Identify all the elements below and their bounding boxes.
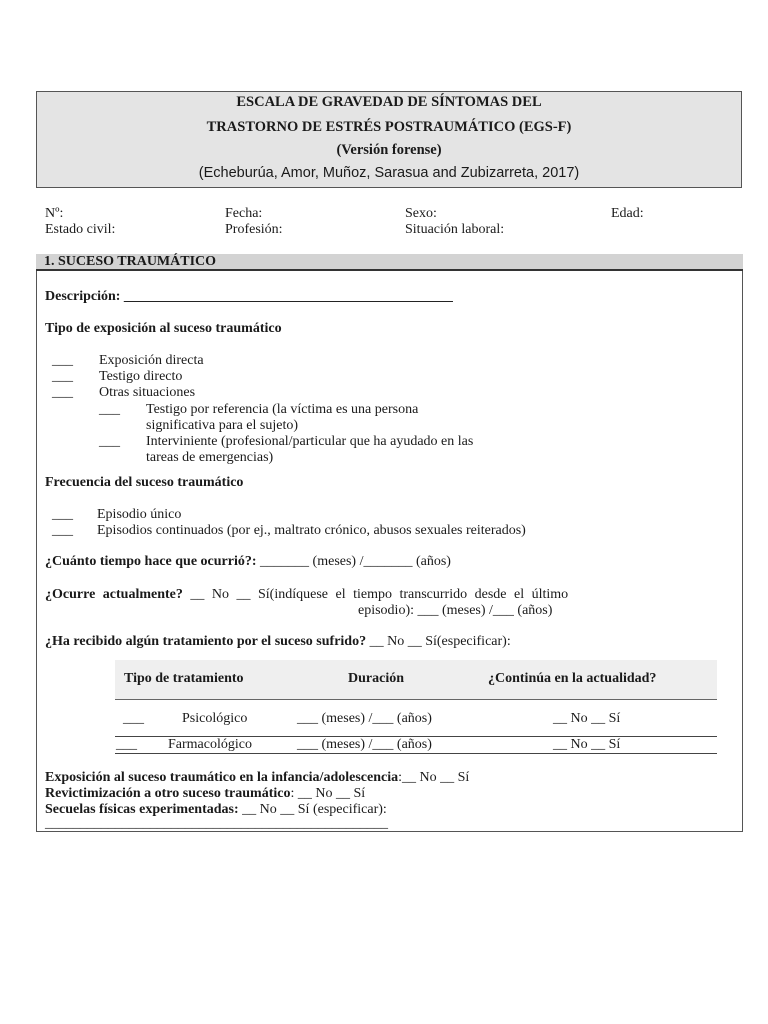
option-testigo-directo: Testigo directo [99, 369, 183, 384]
row-psicologico-duracion: ___ (meses) /___ (años) [297, 711, 432, 726]
ocurre-question: ¿Ocurre actualmente? [45, 587, 183, 602]
blank: ___ [52, 385, 73, 400]
infancia-row [45, 770, 469, 786]
row-psicologico-tipo: Psicológico [182, 711, 248, 726]
revictimizacion-row [45, 786, 365, 802]
row-psicologico-blank: ___ [123, 711, 144, 726]
option-episodio-unico: Episodio único [97, 507, 182, 522]
ocurre-answer-2: episodio): ___ (meses) /___ (años) [358, 603, 553, 618]
field-numero: Nº: [45, 206, 64, 221]
infancia-answer: :__ No __ Sí [398, 770, 470, 785]
title-box [36, 91, 742, 188]
infancia-question: Exposición al suceso traumático en la infancia/adolescencia [45, 770, 399, 785]
blank: ___ [52, 353, 73, 368]
ocurre-answer: __ No __ Sí(indíquese el tiempo transcurrido desde el último [182, 587, 569, 602]
blank: ___ [52, 507, 73, 522]
sub-option-interviniente: Interviniente (profesional/particular que ha ayudado en las [146, 434, 474, 449]
blank: ___ [99, 402, 120, 417]
ocurre-row [45, 587, 568, 603]
field-estado-civil: Estado civil: [45, 222, 116, 237]
revictimizacion-question: Revictimización a otro suceso traumático [45, 786, 291, 801]
cuanto-tiempo-row [45, 554, 451, 570]
section-header-bar [36, 254, 743, 271]
tratamiento-answer: __ No __ Sí(especificar): [366, 634, 511, 649]
secuelas-question: Secuelas físicas experimentadas: [45, 802, 239, 817]
row-farmacologico-continua: __ No __ Sí [553, 737, 621, 752]
row-psicologico-continua: __ No __ Sí [553, 711, 621, 726]
revictimizacion-answer: : __ No __ Sí [290, 786, 366, 801]
secuelas-line: _________________________________________________ [45, 816, 388, 831]
section-title: 1. SUCESO TRAUMÁTICO [44, 254, 217, 269]
field-fecha: Fecha: [225, 206, 263, 221]
tratamiento-question: ¿Ha recibido algún tratamiento por el suceso sufrido? [45, 634, 367, 649]
field-edad: Edad: [611, 206, 644, 221]
citation: (Echeburúa, Amor, Muñoz, Sarasua and Zubizarreta, 2017) [198, 165, 580, 181]
cuanto-tiempo-question: ¿Cuánto tiempo hace que ocurrió?: [45, 554, 257, 569]
frecuencia-heading: Frecuencia del suceso traumático [45, 475, 244, 490]
sub-option-testigo-referencia: Testigo por referencia (la víctima es una persona [146, 402, 419, 417]
title-line-2: TRASTORNO DE ESTRÉS POSTRAUMÁTICO (EGS-F) [206, 119, 572, 135]
option-exposicion-directa: Exposición directa [99, 353, 204, 368]
descripcion-label: Descripción: _______________________________________________ [45, 289, 453, 304]
row-farmacologico-tipo: Farmacológico [168, 737, 252, 752]
col-duracion: Duración [348, 671, 404, 686]
table-bottom-line [115, 753, 717, 754]
secuelas-answer: __ No __ Sí (especificar): [238, 802, 387, 817]
row-farmacologico-duracion: ___ (meses) /___ (años) [297, 737, 432, 752]
title-line-3: (Versión forense) [336, 142, 442, 158]
field-situacion-laboral: Situación laboral: [405, 222, 505, 237]
option-episodios-continuados: Episodios continuados (por ej., maltrato crónico, abusos sexuales reiterados) [97, 523, 526, 538]
treatment-table-header [115, 660, 717, 700]
blank: ___ [52, 523, 73, 538]
sub-option-testigo-referencia-2: significativa para el sujeto) [146, 418, 298, 433]
sub-option-interviniente-2: tareas de emergencias) [146, 450, 274, 465]
field-profesion: Profesión: [225, 222, 283, 237]
tratamiento-row [45, 634, 511, 650]
title-line-1: ESCALA DE GRAVEDAD DE SÍNTOMAS DEL [236, 94, 542, 110]
cuanto-tiempo-answer: _______ (meses) /_______ (años) [256, 554, 451, 569]
blank: ___ [52, 369, 73, 384]
col-continua: ¿Continúa en la actualidad? [488, 671, 657, 686]
tipo-exposicion-heading: Tipo de exposición al suceso traumático [45, 321, 282, 336]
blank: ___ [99, 434, 120, 449]
col-tipo-tratamiento: Tipo de tratamiento [124, 671, 244, 686]
option-otras-situaciones: Otras situaciones [99, 385, 196, 400]
row-farmacologico-blank: ___ [116, 737, 137, 752]
field-sexo: Sexo: [405, 206, 437, 221]
